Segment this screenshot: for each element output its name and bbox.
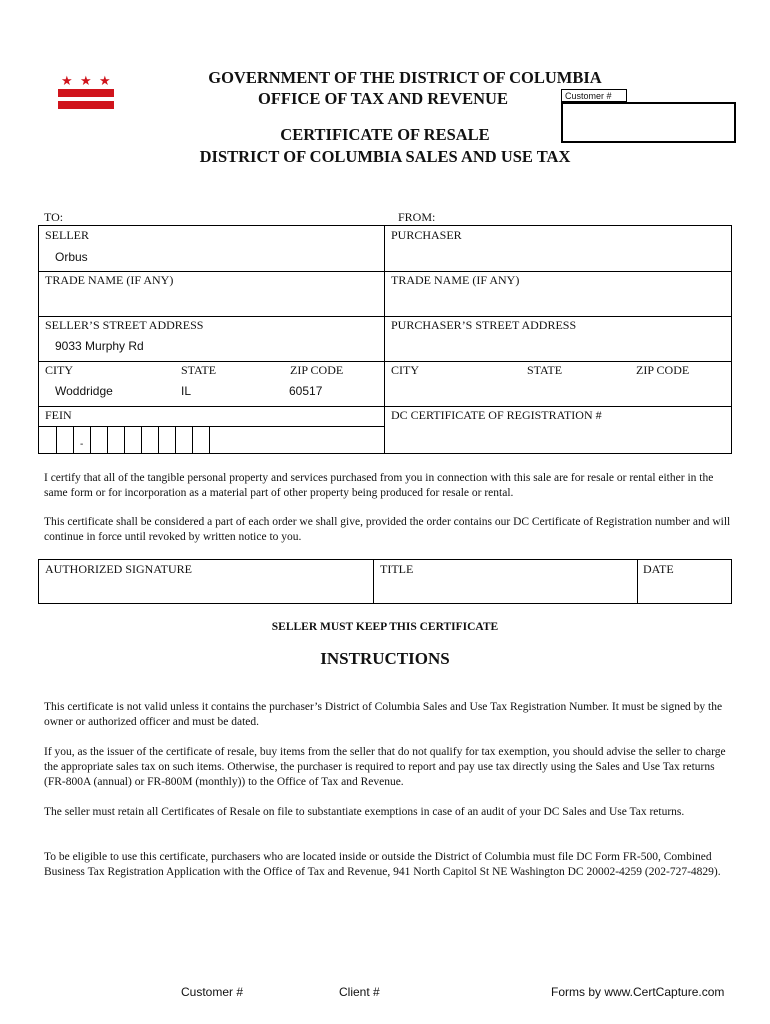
- from-label: FROM:: [398, 210, 436, 224]
- star-icon: ★: [99, 73, 111, 88]
- seller-street-value[interactable]: 9033 Murphy Rd: [55, 339, 144, 353]
- purchaser-trade-name-label: TRADE NAME (IF ANY): [391, 273, 520, 287]
- seller-zip-value[interactable]: 60517: [289, 384, 323, 398]
- footer-forms-by-link[interactable]: Forms by www.CertCapture.com: [551, 985, 725, 999]
- date-label: DATE: [643, 562, 674, 576]
- seller-zip-label: ZIP CODE: [290, 363, 344, 377]
- star-icon: ★: [80, 73, 92, 88]
- signature-row: [38, 559, 732, 604]
- instructions-paragraph-1: This certificate is not valid unless it contains the purchaser’s District of Columbia Sales and Use Tax Registration Number. It must be signed by the owner or authorized officer and must be dated.: [44, 701, 723, 728]
- footer-customer-number: Customer #: [181, 985, 244, 999]
- title-field[interactable]: [374, 576, 637, 603]
- to-label: TO:: [44, 210, 64, 224]
- footer-client-number: Client #: [339, 985, 380, 999]
- purchaser-zip-label: ZIP CODE: [636, 363, 690, 377]
- instructions-paragraph-3: The seller must retain all Certificates of Resale on file to substantiate exemptions in case of an audit of your DC Sales and Use Tax returns.: [44, 806, 685, 818]
- instructions-paragraph-4: To be eligible to use this certificate, purchasers who are located inside or outside the District of Columbia must file DC Form FR-500, Combined Business Tax Registration Application with the Office of Tax and Revenue, 941 North Capitol St NE Washington DC 20002-4259 (202-727-4829).: [44, 851, 721, 878]
- certificate-order-paragraph: This certificate shall be considered a part of each order we shall give, provided the order contains our DC Certificate of Registration number and will continue in force until revoked by written notice to you.: [44, 516, 731, 543]
- purchaser-label: PURCHASER: [391, 228, 462, 242]
- seller-city-label: CITY: [45, 363, 73, 377]
- dc-certificate-label: DC CERTIFICATE OF REGISTRATION #: [391, 408, 602, 422]
- fein-dash: -: [80, 439, 84, 450]
- customer-number-label: Customer #: [561, 89, 627, 102]
- star-icon: ★: [61, 73, 73, 88]
- seller-street-label: SELLER’S STREET ADDRESS: [45, 318, 204, 332]
- date-field[interactable]: [638, 576, 731, 603]
- seller-keep-notice: SELLER MUST KEEP THIS CERTIFICATE: [271, 621, 499, 633]
- purchaser-state-label: STATE: [527, 363, 563, 377]
- purchaser-street-label: PURCHASER’S STREET ADDRESS: [391, 318, 577, 332]
- fein-label: FEIN: [45, 408, 72, 422]
- dc-certificate-field[interactable]: [385, 426, 731, 453]
- fein-digit-boxes[interactable]: [39, 426, 384, 454]
- title-label: TITLE: [380, 562, 414, 576]
- authorized-signature-label: AUTHORIZED SIGNATURE: [45, 562, 192, 576]
- instructions-heading: INSTRUCTIONS: [320, 649, 450, 668]
- certificate-title: CERTIFICATE OF RESALE: [280, 125, 490, 144]
- seller-label: SELLER: [45, 228, 89, 242]
- gov-heading: GOVERNMENT OF THE DISTRICT OF COLUMBIA: [208, 68, 602, 87]
- seller-state-value[interactable]: IL: [181, 384, 192, 398]
- instructions-paragraph-2: If you, as the issuer of the certificate of resale, buy items from the seller that do not qualify for tax exemption, you should advise the seller to charge the appropriate sales tax on such items. Otherwise, the purchaser is required to report and pay use tax directly using the Sales and Use Tax returns (FR-800A (annual) or FR-800M (monthly)) to the Office of Tax and Revenue.: [44, 746, 726, 788]
- certify-paragraph: I certify that all of the tangible personal property and services purchased from you in connection with this sale are for resale or rental either in the same form or for incorporation as a material part of other property being produced for resale or rental.: [44, 472, 714, 499]
- seller-purchaser-form: [38, 225, 732, 454]
- seller-city-value[interactable]: Woddridge: [55, 384, 113, 398]
- purchaser-city-label: CITY: [391, 363, 419, 377]
- seller-state-label: STATE: [181, 363, 217, 377]
- seller-name-value[interactable]: Orbus: [55, 250, 88, 264]
- purchaser-name-field[interactable]: [385, 227, 731, 271]
- certificate-subtitle: DISTRICT OF COLUMBIA SALES AND USE TAX: [199, 147, 571, 166]
- office-heading: OFFICE OF TAX AND REVENUE: [258, 89, 508, 108]
- seller-trade-name-label: TRADE NAME (IF ANY): [45, 273, 174, 287]
- authorized-signature-field[interactable]: [39, 576, 373, 603]
